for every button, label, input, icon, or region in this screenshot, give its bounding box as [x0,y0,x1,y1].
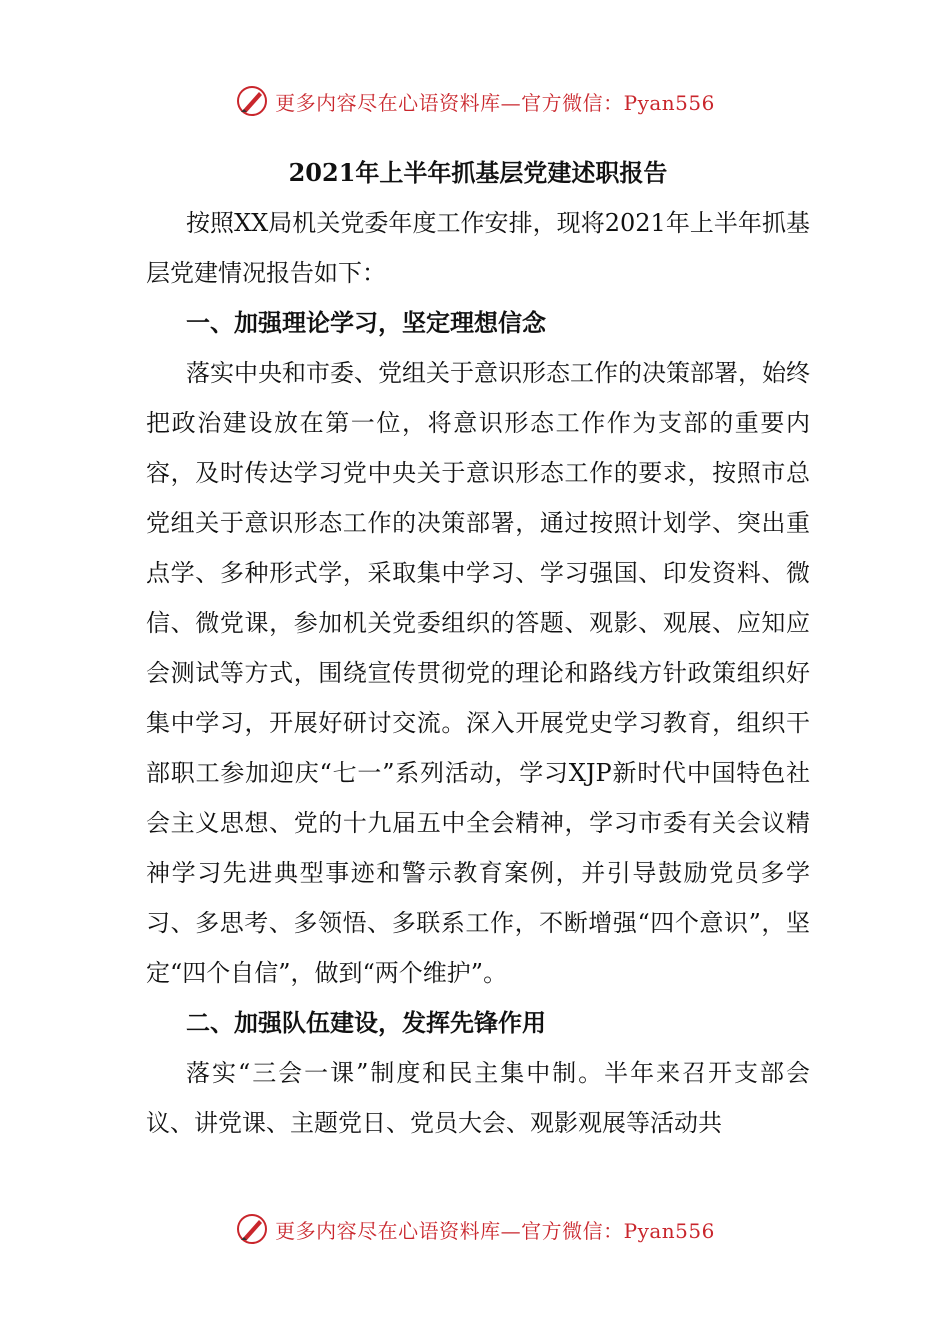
watermark-text: 更多内容尽在心语资料库—官方微信：Pyan556 [275,1218,715,1243]
watermark-text: 更多内容尽在心语资料库—官方微信：Pyan556 [275,90,715,115]
section-2-paragraph: 落实“三会一课”制度和民主集中制。半年来召开支部会议、讲党课、主题党日、党员大会、观影观展等活动共 [146,1059,810,1137]
pen-logo-icon [235,1212,269,1246]
document-title: 2021年上半年抓基层党建述职报告 [288,158,668,187]
document-body [146,148,810,1148]
watermark-footer [0,1212,950,1246]
intro-paragraph: 按照XX局机关党委年度工作安排，现将2021年上半年抓基层党建情况报告如下： [146,209,810,287]
watermark-header [0,84,950,118]
section-1-heading: 一、加强理论学习，坚定理想信念 [186,308,546,337]
section-1-paragraph: 落实中央和市委、党组关于意识形态工作的决策部署，始终把政治建设放在第一位，将意识形态工作作为支部的重要内容，及时传达学习党中央关于意识形态工作的要求，按照市总党组关于意识形态工作的决策部署，通过按照计划学、突出重点学、多种形式学，采取集中学习、学习强国、印发资料、微信、微党课，参加机关党委组织的答题、观影、观展、应知应会测试等方式，围绕宣传贯彻党的理论和路线方针政策组织好集中学习，开展好研讨交流。深入开展党史学习教育，组织干部职工参加迎庆“七一”系列活动，学习XJP新时代中国特色社会主义思想、党的十九届五中全会精神，学习市委有关会议精神学习先进典型事迹和警示教育案例，并引导鼓励党员多学习、多思考、多领悟、多联系工作，不断增强“四个意识”，坚定“四个自信”，做到“两个维护”。 [146,359,810,987]
pen-logo-icon [235,84,269,118]
section-2-heading: 二、加强队伍建设，发挥先锋作用 [186,1008,546,1037]
